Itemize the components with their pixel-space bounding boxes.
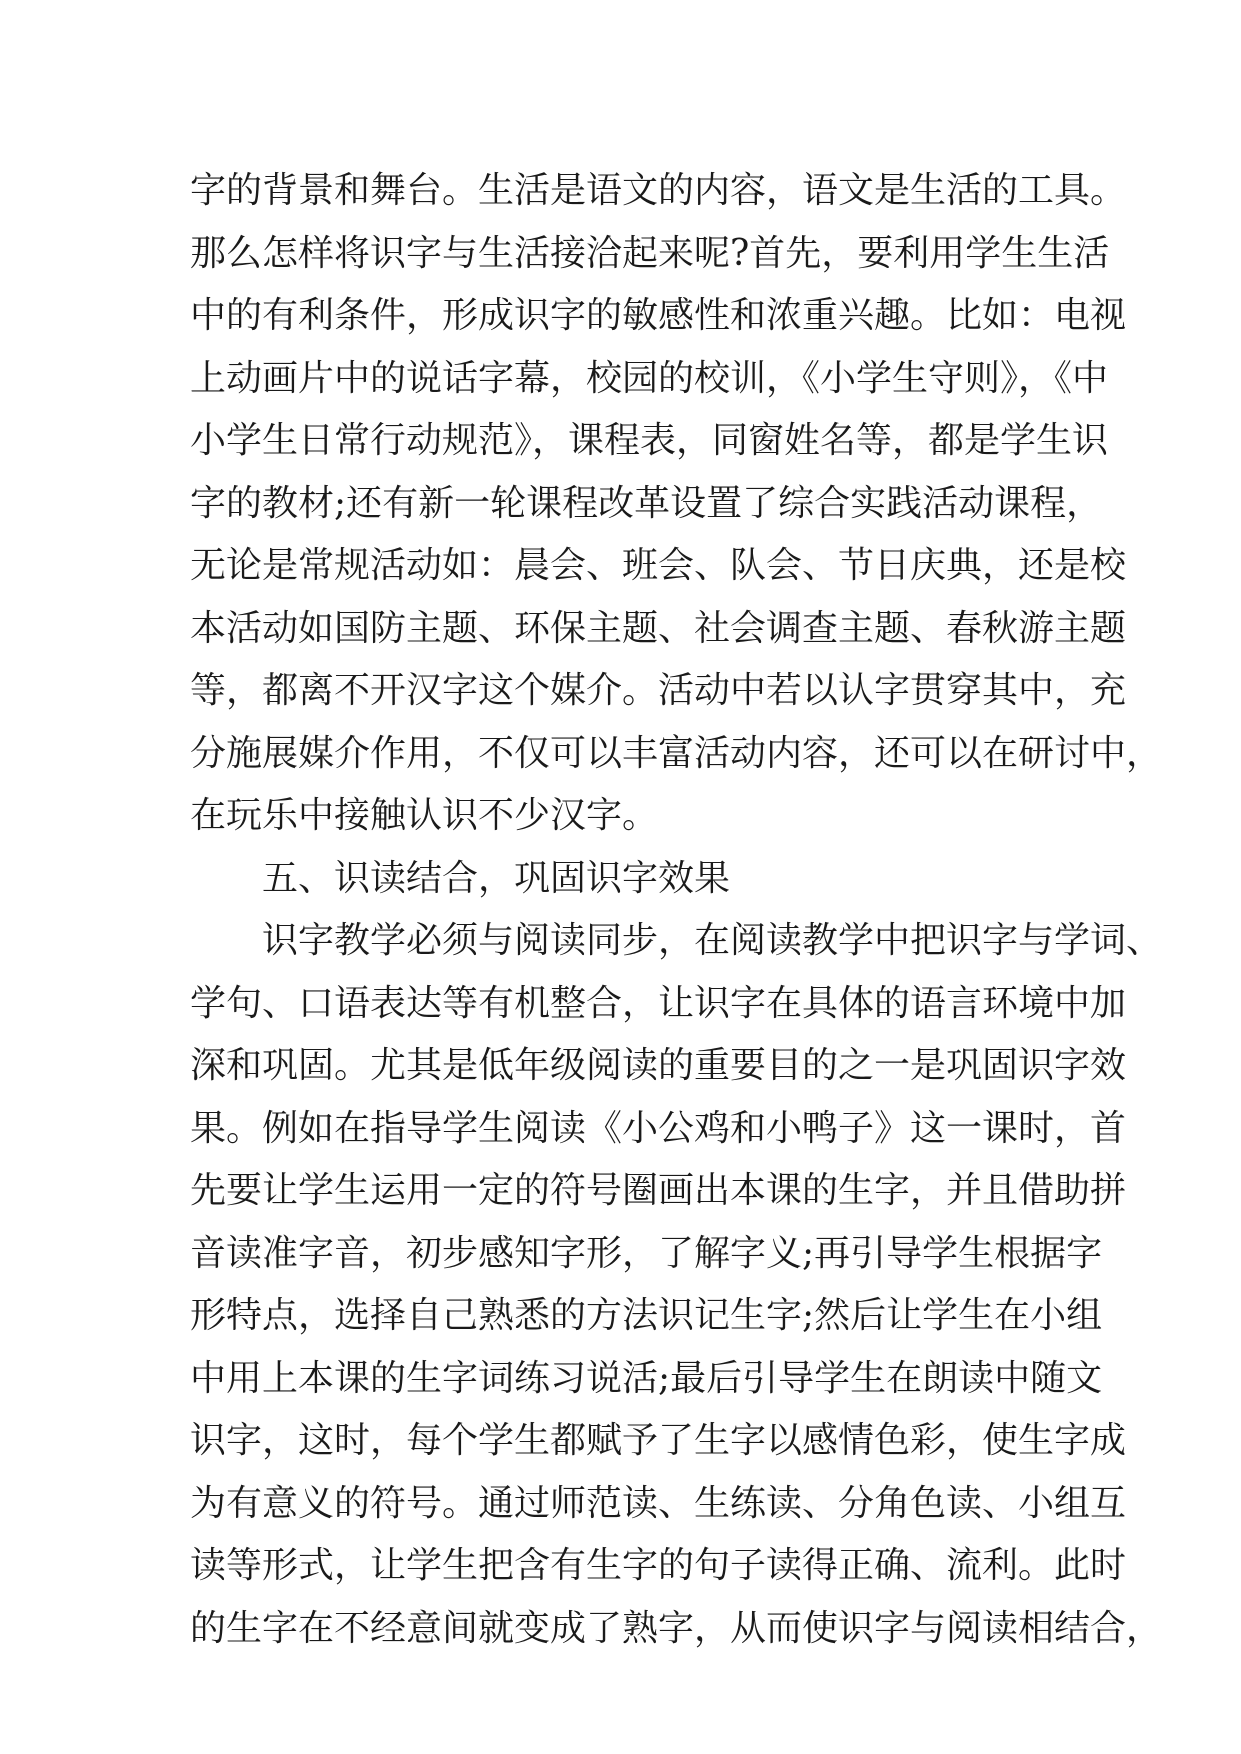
text-line: 音读准字音，初步感知字形，了解字义;再引导学生根据字 — [190, 1232, 1103, 1274]
text-line: 本活动如国防主题、环保主题、社会调查主题、春秋游主题 — [190, 607, 1127, 649]
text-line: 中用上本课的生字词练习说活;最后引导学生在朗读中随文 — [190, 1357, 1103, 1399]
text-line: 那么怎样将识字与生活接洽起来呢?首先，要利用学生生活 — [190, 232, 1110, 274]
text-line: 分施展媒介作用，不仅可以丰富活动内容，还可以在研讨中， — [190, 732, 1163, 774]
text-line: 无论是常规活动如：晨会、班会、队会、节日庆典，还是校 — [190, 545, 1127, 586]
text-line: 形特点，选择自己熟悉的方法识记生字;然后让学生在小组 — [190, 1295, 1103, 1336]
body-text — [190, 160, 1163, 1660]
text-line: 等，都离不开汉字这个媒介。活动中若以认字贯穿其中，充 — [190, 670, 1127, 711]
text-line: 先要让学生运用一定的符号圈画出本课的生字，并且借助拼 — [190, 1170, 1127, 1211]
text-line: 小学生日常行动规范》，课程表，同窗姓名等，都是学生识 — [190, 420, 1109, 461]
text-line: 识字，这时，每个学生都赋予了生字以感情色彩，使生字成 — [190, 1420, 1127, 1461]
text-line: 字的教材;还有新一轮课程改革设置了综合实践活动课程， — [190, 482, 1103, 524]
text-line: 的生字在不经意间就变成了熟字，从而使识字与阅读相结合， — [190, 1607, 1163, 1649]
text-line: 为有意义的符号。通过师范读、生练读、分角色读、小组互 — [190, 1482, 1127, 1524]
text-line: 深和巩固。尤其是低年级阅读的重要目的之一是巩固识字效 — [190, 1045, 1127, 1086]
text-line: 学句、口语表达等有机整合，让识字在具体的语言环境中加 — [190, 982, 1127, 1024]
text-line: 中的有利条件，形成识字的敏感性和浓重兴趣。比如：电视 — [190, 295, 1127, 336]
text-line: 字的背景和舞台。生活是语文的内容，语文是生活的工具。 — [190, 170, 1127, 211]
text-line: 果。例如在指导学生阅读《小公鸡和小鸭子》这一课时，首 — [190, 1107, 1127, 1149]
text-line: 在玩乐中接触认识不少汉字。 — [190, 795, 659, 836]
text-line: 读等形式，让学生把含有生字的句子读得正确、流利。此时 — [190, 1545, 1127, 1586]
text-line: 上动画片中的说话字幕，校园的校训，《小学生守则》，《中 — [190, 357, 1109, 399]
section-heading: 五、识读结合，巩固识字效果 — [262, 857, 731, 899]
text-line: 识字教学必须与阅读同步，在阅读教学中把识字与学词、 — [262, 920, 1163, 961]
